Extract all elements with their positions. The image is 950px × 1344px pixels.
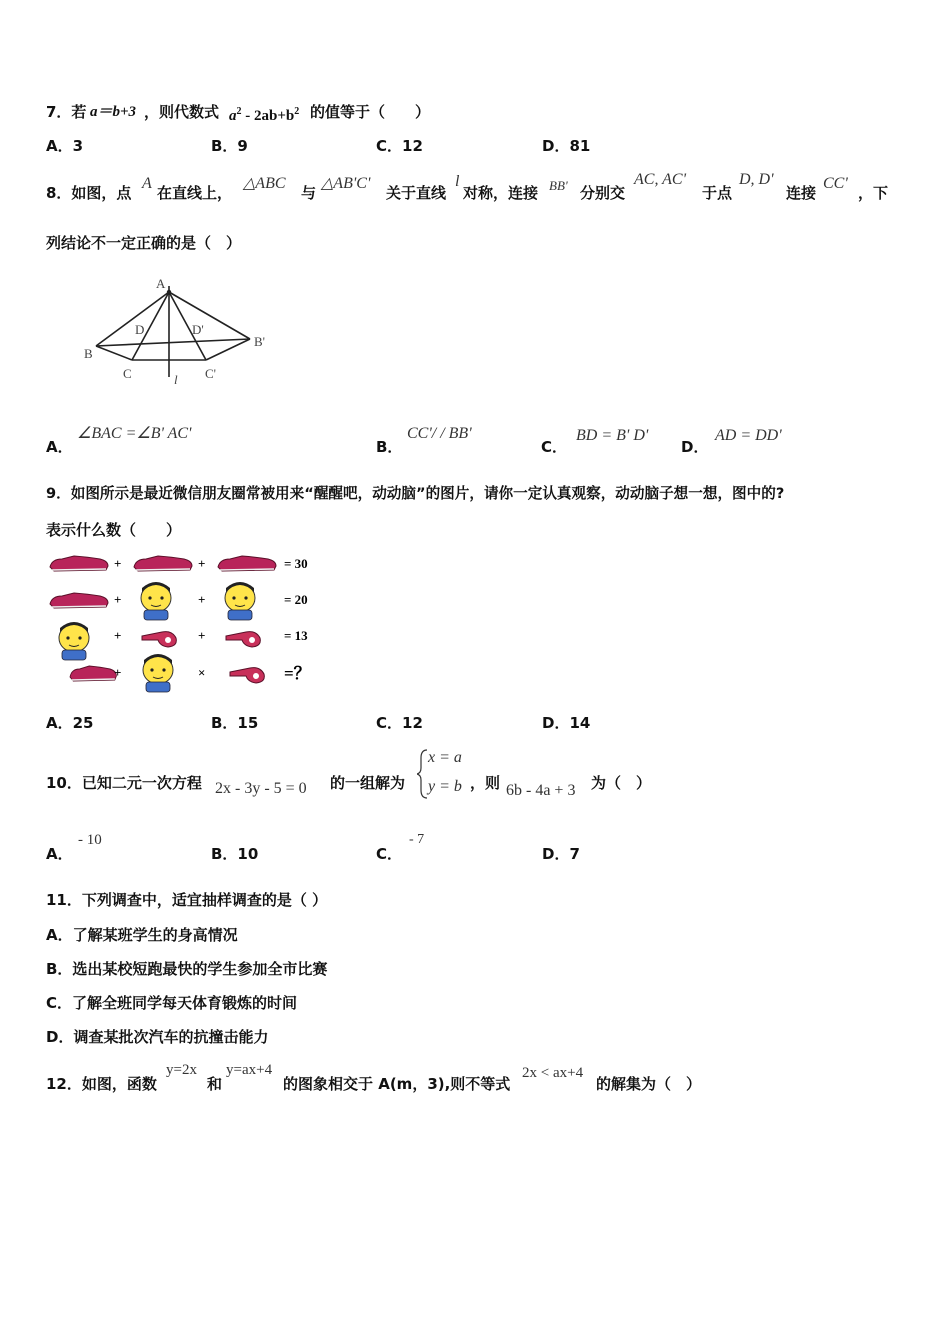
q9-option-b: B．15 <box>211 714 259 732</box>
q9-line-2: 表示什么数（ ） <box>46 521 182 539</box>
q8-math-ABpCp: △AB'C' <box>321 175 371 192</box>
q9-line-1: 9．如图所示是最近微信朋友圈常被用来“醒醒吧，动动脑”的图片，请你一定认真观察，动动脑子想一想，图中的? <box>46 485 785 502</box>
q11-option-c: C．了解全班同学每天体育锻炼的时间 <box>46 994 298 1012</box>
whistle-icon <box>142 632 176 647</box>
q10-system-line-2: y = b <box>428 778 462 795</box>
q8-option-a-math: ∠BAC =∠B' AC' <box>77 425 192 442</box>
q12-function-2: y=ax+4 <box>226 1062 273 1078</box>
q11-stem: 11．下列调查中，适宜抽样调查的是（ ） <box>46 891 328 909</box>
q8-math-A: A <box>142 175 152 192</box>
q8-line-2: 列结论不一定正确的是（ ） <box>46 234 242 252</box>
shoe-icon <box>70 666 116 681</box>
q7-option-c: C．12 <box>376 137 423 155</box>
boy-icon <box>225 582 255 620</box>
q7-option-b: B．9 <box>211 137 248 155</box>
q8-math-l: l <box>455 173 460 190</box>
q9-option-c: C．12 <box>376 714 423 732</box>
q7-option-d: D．81 <box>542 137 591 155</box>
q9-option-d: D．14 <box>542 714 591 732</box>
q9-row2-result: = 20 <box>284 592 308 607</box>
q8-text-4: 关于直线 <box>386 184 447 202</box>
q10-option-d: D．7 <box>542 845 580 863</box>
boy-icon <box>143 654 173 692</box>
q8-text-2: 在直线上， <box>157 184 233 202</box>
q8-math-DDp: D, D' <box>739 171 774 188</box>
q12-text-3: 的图象相交于 A(m，3),则不等式 <box>283 1075 511 1093</box>
q12-function-1: y=2x <box>166 1062 197 1078</box>
q8-math-ACACp: AC, AC' <box>634 171 687 188</box>
q8-option-a-label: A． <box>46 438 73 456</box>
q8-text-7: 于点 <box>702 184 733 202</box>
q7-condition: a＝b+3 <box>90 104 137 120</box>
q8-label-l: l <box>174 372 178 387</box>
q8-option-c-math: BD = B' D' <box>576 427 649 444</box>
q7-mid-text: ，则代数式 <box>144 103 220 121</box>
shoe-icon <box>50 593 108 608</box>
q9-row3-op1: + <box>114 628 122 643</box>
q10-text-1: 10．已知二元一次方程 <box>46 774 202 792</box>
q9-row2-op1: + <box>114 592 122 607</box>
q9-row4-op1: + <box>114 665 122 680</box>
q9-row1-op2: + <box>198 556 206 571</box>
q8-label-A: A <box>156 276 166 291</box>
q12-text-2: 和 <box>207 1075 223 1093</box>
q7-tail: 的值等于（ ） <box>310 103 431 121</box>
q12-text-4: 的解集为（ ） <box>596 1075 702 1093</box>
shoe-icon <box>218 556 276 571</box>
q11-option-b: B．选出某校短跑最快的学生参加全市比赛 <box>46 960 328 978</box>
q8-math-BBp: BB' <box>549 178 568 193</box>
q8-label-Cp: C' <box>205 366 217 381</box>
q8-text-1: 8．如图，点 <box>46 184 132 202</box>
q8-option-d-math: AD = DD' <box>715 427 782 444</box>
q9-row3-result: = 13 <box>284 628 308 643</box>
q7-option-a: A．3 <box>46 137 84 155</box>
whistle-icon <box>230 668 264 683</box>
boy-icon <box>59 622 89 660</box>
q8-text-3: 与 <box>301 184 317 202</box>
q8-option-c-label: C． <box>541 438 568 456</box>
q8-figure <box>82 272 277 387</box>
q10-text-2: 的一组解为 <box>330 774 406 792</box>
q9-puzzle-figure <box>44 546 334 694</box>
whistle-icon <box>226 632 260 647</box>
q10-equation: 2x - 3y - 5 = 0 <box>215 780 307 797</box>
q10-option-c-math: - 7 <box>409 832 425 847</box>
q9-row4-result: =？ <box>284 664 311 683</box>
q8-math-ABC: △ABC <box>243 175 286 192</box>
q9-row1-op1: + <box>114 556 122 571</box>
q9-row1-result: = 30 <box>284 556 308 571</box>
boy-icon <box>141 582 171 620</box>
q8-label-Bp: B' <box>254 334 266 349</box>
q9-option-a: A．25 <box>46 714 94 732</box>
q8-label-C: C <box>123 366 132 381</box>
q10-option-c-label: C． <box>376 845 403 863</box>
q8-text-8: 连接 <box>786 184 817 202</box>
q10-text-4: 为（ ） <box>591 774 652 792</box>
q9-row-2 <box>50 582 308 620</box>
q9-row-4 <box>70 654 311 692</box>
shoe-icon <box>50 556 108 571</box>
q8-option-b-label: B． <box>376 438 403 456</box>
q12-inequality: 2x < ax+4 <box>522 1065 584 1081</box>
q8-label-Dp: D' <box>192 322 204 337</box>
q7-number: 7．若 <box>46 103 87 121</box>
q9-row3-op2: + <box>198 628 206 643</box>
q8-point-A <box>167 290 171 294</box>
q9-row2-op2: + <box>198 592 206 607</box>
q10-option-a-math: - 10 <box>78 832 102 848</box>
q10-option-b: B．10 <box>211 845 259 863</box>
q12-text-1: 12．如图，函数 <box>46 1075 157 1093</box>
q8-text-5: 对称，连接 <box>463 184 539 202</box>
q11-option-d: D．调查某批次汽车的抗撞击能力 <box>46 1028 269 1046</box>
q8-label-D: D <box>135 322 145 337</box>
q10-text-3: ，则 <box>470 774 501 792</box>
q10-option-a-label: A． <box>46 845 73 863</box>
q8-option-b-math: CC'/ / BB' <box>407 425 472 442</box>
q9-row4-op2: × <box>198 665 206 680</box>
q7-expression: $a^2 - 2ab+b^2$ <box>229 106 300 124</box>
q9-row-3 <box>59 622 308 660</box>
q8-text-9: ，下 <box>858 184 889 202</box>
q8-text-6: 分别交 <box>580 184 626 202</box>
q10-expression: 6b - 4a + 3 <box>506 782 576 799</box>
q10-system-line-1: x = a <box>428 749 462 766</box>
q8-math-CCp: CC' <box>823 175 848 192</box>
q9-row-1 <box>50 556 308 571</box>
q11-option-a: A．了解某班学生的身高情况 <box>46 926 238 944</box>
q8-option-d-label: D． <box>681 438 709 456</box>
q8-label-B: B <box>84 346 93 361</box>
shoe-icon <box>134 556 192 571</box>
